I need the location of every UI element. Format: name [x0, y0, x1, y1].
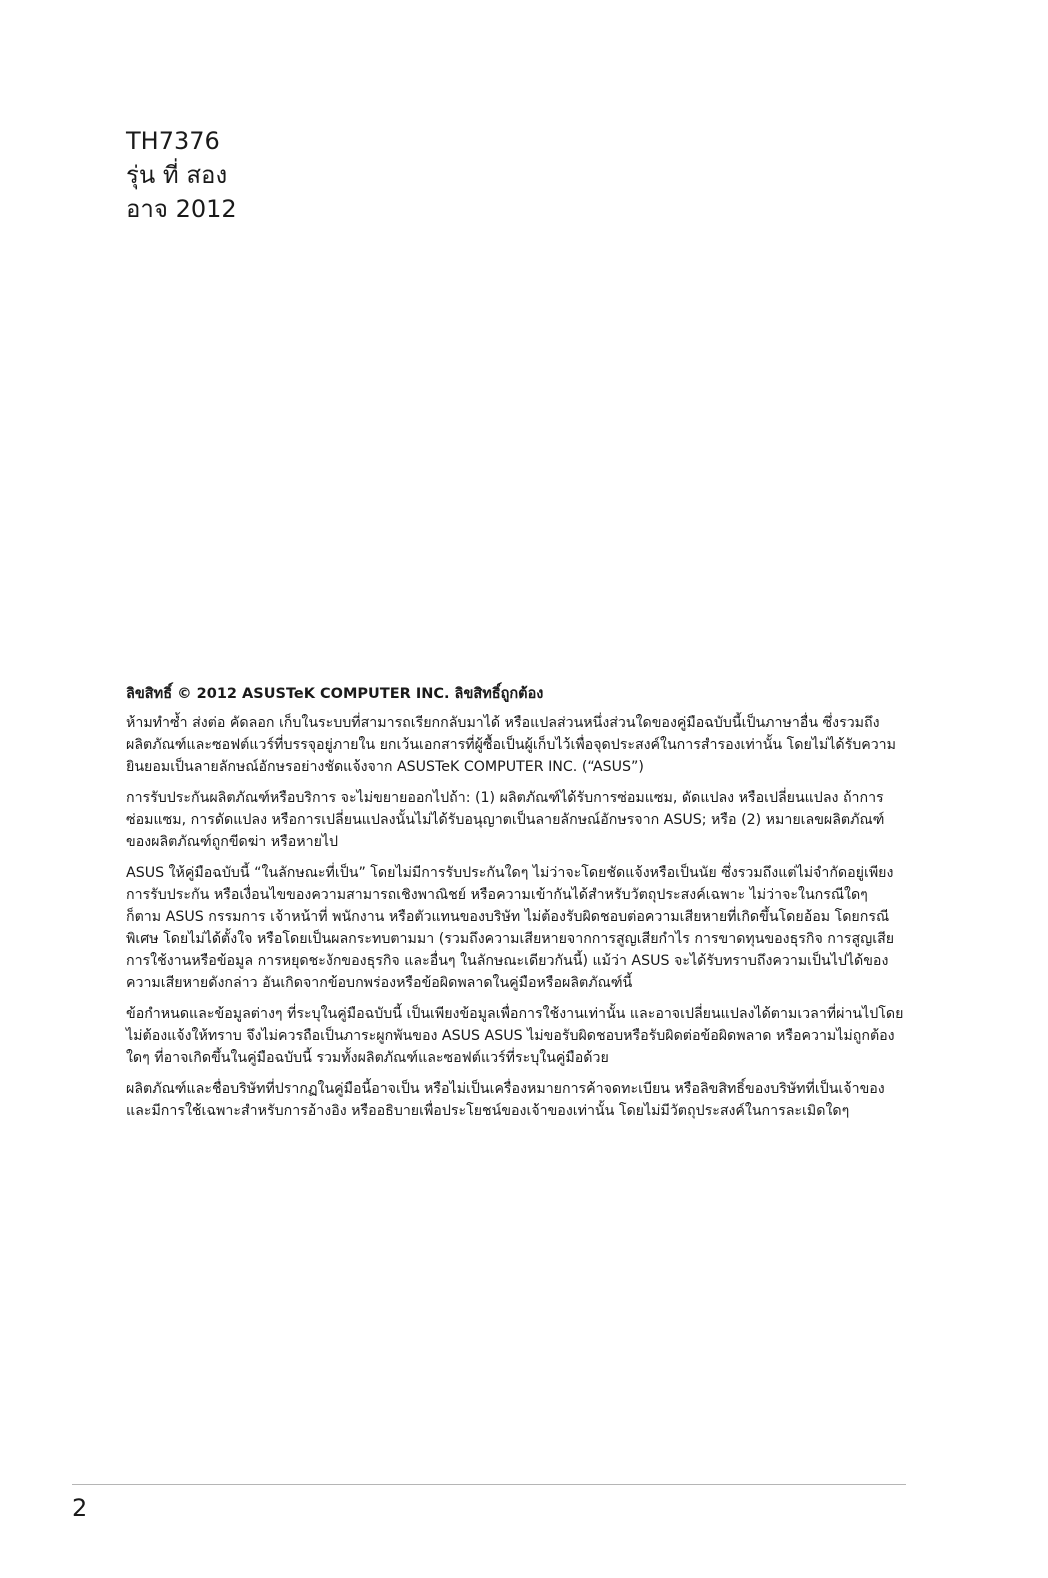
- page-number: 2: [72, 1494, 88, 1522]
- publication-date: อาจ 2012: [126, 195, 237, 223]
- copyright-paragraph: ห้ามทําซ้ำ ส่งต่อ คัดลอก เก็บในระบบที่สามารถเรียกกลับมาได้ หรือแปลส่วนหนึ่งส่วนใดของคู่มือฉบับนี้เป็นภาษาอื่น ซึ่งรวมถึงผลิตภัณฑ์และซอฟต์แวร์ที่บรรจุอยู่ภายใน ยกเว้นเอกสารที่ผู้ซื้อเป็นผู้เก็บไว้เพื่อจุดประสงค์ในการสํารองเท่านั้น โดยไม่ได้รับความยินยอมเป็นลายลักษณ์อักษรอย่างชัดแจ้งจาก ASUSTeK COMPUTER INC. (“ASUS”): [126, 715, 897, 775]
- copyright-section: [126, 682, 906, 1131]
- copyright-heading: ลิขสิทธิ์ © 2012 ASUSTeK COMPUTER INC. ลิขสิทธิ์ถูกต้อง: [126, 686, 544, 702]
- disclaimer-paragraph: ASUS ให้คู่มือฉบับนี้ “ในลักษณะที่เป็น” โดยไม่มีการรับประกันใดๆ ไม่ว่าจะโดยชัดแจ้งหรือเป็นนัย ซึ่งรวมถึงแต่ไม่จํากัดอยู่เพียงการรับประกัน หรือเงื่อนไขของความสามารถเชิงพาณิชย์ หรือความเข้ากันได้สําหรับวัตถุประสงค์เฉพาะ ไม่ว่าจะในกรณีใดๆ ก็ตาม ASUS กรรมการ เจ้าหน้าที่ พนักงาน หรือตัวแทนของบริษัท ไม่ต้องรับผิดชอบต่อความเสียหายที่เกิดขึ้นโดยอ้อม โดยกรณีพิเศษ โดยไม่ได้ตั้งใจ หรือโดยเป็นผลกระทบตามมา (รวมถึงความเสียหายจากการสูญเสียกําไร การขาดทุนของธุรกิจ การสูญเสียการใช้งานหรือข้อมูล การหยุดชะงักของธุรกิจ และอื่นๆ ในลักษณะเดียวกันนี้) แม้ว่า ASUS จะได้รับทราบถึงความเป็นไปได้ของความเสียหายดังกล่าว อันเกิดจากข้อบกพร่องหรือข้อผิดพลาดในคู่มือหรือผลิตภัณฑ์นี้: [126, 865, 895, 991]
- trademark-paragraph: ผลิตภัณฑ์และชื่อบริษัทที่ปรากฏในคู่มือนี้อาจเป็น หรือไม่เป็นเครื่องหมายการค้าจดทะเบียน หรือลิขสิทธิ์ของบริษัทที่เป็นเจ้าของ และมีการใช้เฉพาะสําหรับการอ้างอิง หรืออธิบายเพื่อประโยชน์ของเจ้าของเท่านั้น โดยไม่มีวัตถุประสงค์ในการละเมิดใดๆ: [126, 1081, 885, 1119]
- warranty-paragraph: การรับประกันผลิตภัณฑ์หรือบริการ จะไม่ขยายออกไปถ้า: (1) ผลิตภัณฑ์ได้รับการซ่อมแซม, ดัดแปลง หรือเปลี่ยนแปลง ถ้าการซ่อมแซม, การดัดแปลง หรือการเปลี่ยนแปลงนั้นไม่ได้รับอนุญาตเป็นลายลักษณ์อักษรจาก ASUS; หรือ (2) หมายเลขผลิตภัณฑ์ของผลิตภัณฑ์ถูกขีดฆ่า หรือหายไป: [126, 790, 885, 850]
- footer-divider: [72, 1484, 906, 1485]
- document-code: TH7376: [126, 127, 220, 155]
- document-header: [126, 124, 726, 226]
- specifications-paragraph: ข้อกําหนดและข้อมูลต่างๆ ที่ระบุในคู่มือฉบับนี้ เป็นเพียงข้อมูลเพื่อการใช้งานเท่านั้น และอาจเปลี่ยนแปลงได้ตามเวลาที่ผ่านไปโดยไม่ต้องแจ้งให้ทราบ จึงไม่ควรถือเป็นภาระผูกพันของ ASUS ASUS ไม่ขอรับผิดชอบหรือรับผิดต่อข้อผิดพลาด หรือความไม่ถูกต้องใดๆ ที่อาจเกิดขึ้นในคู่มือฉบับนี้ รวมทั้งผลิตภัณฑ์และซอฟต์แวร์ที่ระบุในคู่มือด้วย: [126, 1006, 904, 1066]
- edition-label: รุ่น ที่ สอง: [126, 161, 228, 189]
